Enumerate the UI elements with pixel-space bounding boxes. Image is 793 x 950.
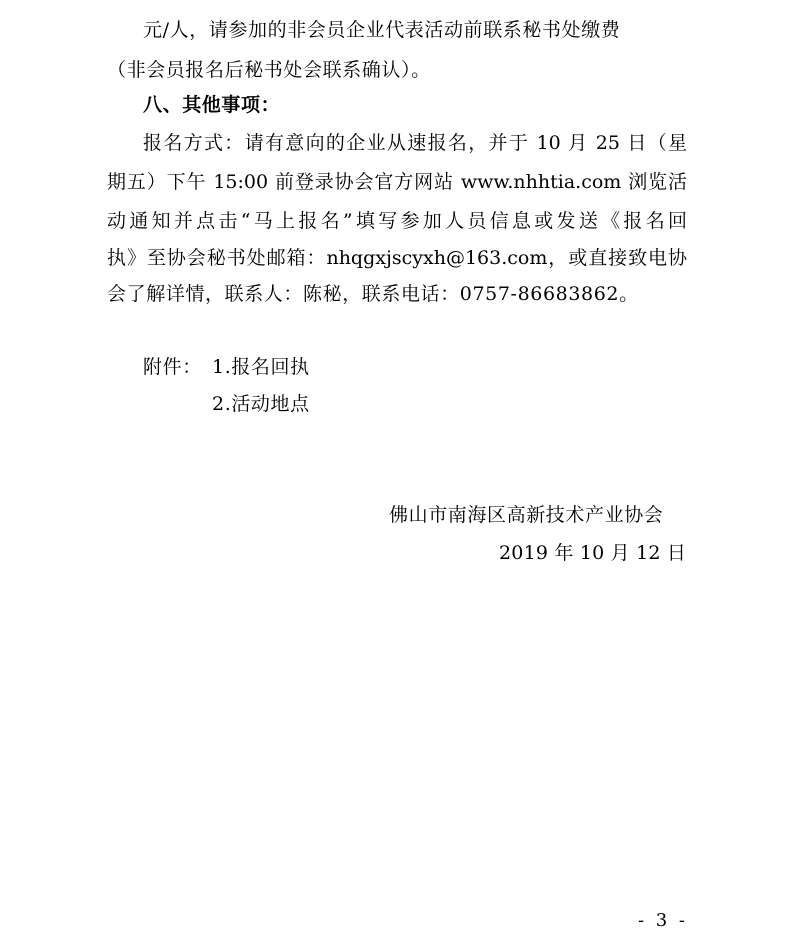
signature-organization: 佛山市南海区高新技术产业协会 <box>389 504 664 526</box>
registration-paragraph-line-1: 报名方式：请有意向的企业从速报名，并于 10 月 25 日（星 <box>143 132 687 154</box>
signature-date: 2019 年 10 月 12 日 <box>499 542 687 564</box>
attachment-item-1: 1.报名回执 <box>212 356 310 378</box>
attachment-item-2: 2.活动地点 <box>212 393 310 415</box>
fee-paragraph-line-1: 元/人，请参加的非会员企业代表活动前联系秘书处缴费 <box>143 19 621 41</box>
section-heading-other-matters: 八、其他事项： <box>143 94 281 116</box>
attachments-label: 附件： <box>143 356 202 378</box>
registration-paragraph-line-3: 动通知并点击“马上报名”填写参加人员信息或发送《报名回 <box>107 210 687 232</box>
fee-paragraph-line-2: （非会员报名后秘书处会联系确认）。 <box>107 59 431 81</box>
page-number: - 3 - <box>637 910 688 931</box>
registration-paragraph-line-5: 会了解详情，联系人：陈秘，联系电话：0757-86683862。 <box>107 283 639 305</box>
registration-paragraph-line-4: 执》至协会秘书处邮箱：nhqgxjscyxh@163.com，或直接致电协 <box>107 247 687 269</box>
registration-paragraph-line-2: 期五）下午 15:00 前登录协会官方网站 www.nhhtia.com 浏览活 <box>107 171 687 193</box>
